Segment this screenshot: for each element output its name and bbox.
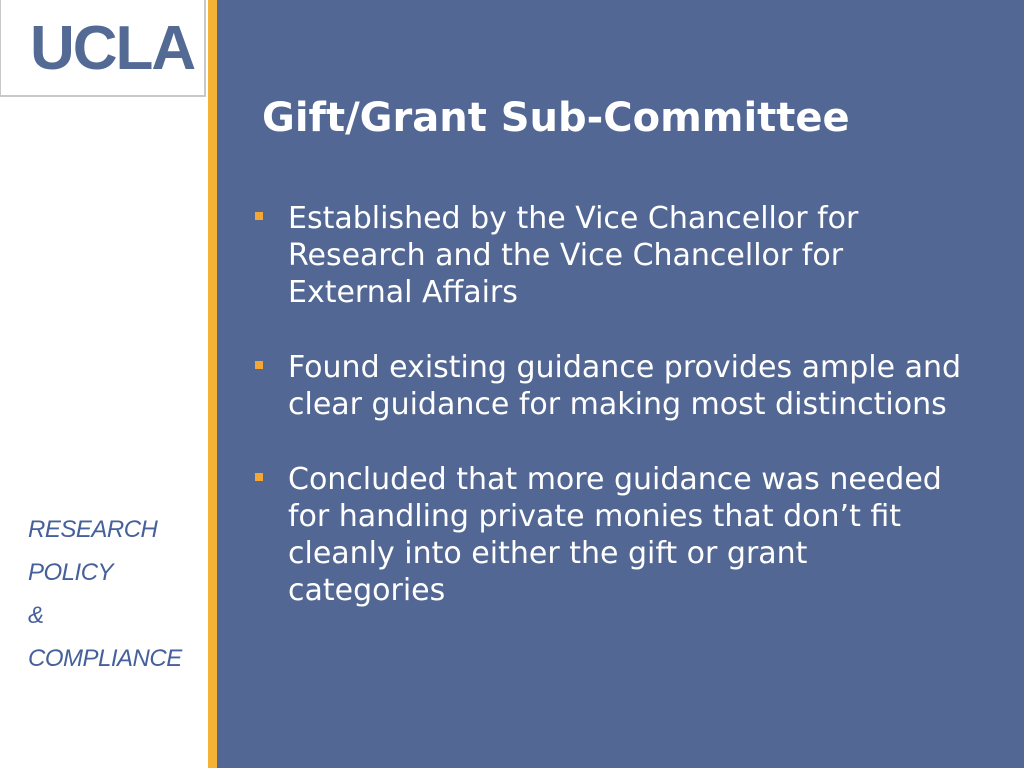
sidebar — [0, 0, 208, 768]
square-bullet-icon — [255, 212, 263, 220]
department-label-line: RESEARCH — [28, 516, 158, 543]
bullet-text: Found existing guidance provides ample and clear guidance for making most distinctions — [288, 350, 962, 422]
slide-title: Gift/Grant Sub-Committee — [262, 95, 850, 141]
department-label — [28, 508, 182, 680]
ucla-logo: UCLA — [30, 14, 195, 83]
bullet-list — [250, 200, 970, 647]
department-label-line: & — [28, 602, 44, 629]
accent-bar — [208, 0, 217, 768]
logo-box — [0, 0, 206, 97]
bullet-item — [250, 349, 970, 423]
bullet-item — [250, 461, 970, 609]
bullet-text: Established by the Vice Chancellor for Research and the Vice Chancellor for External Affairs — [288, 201, 859, 310]
bullet-item — [250, 200, 970, 311]
bullet-text: Concluded that more guidance was needed for handling private monies that don’t fit cleanly into either the gift or grant categories — [288, 462, 942, 608]
department-label-line: POLICY — [28, 559, 114, 586]
square-bullet-icon — [255, 361, 263, 369]
square-bullet-icon — [255, 473, 263, 481]
department-label-line: COMPLIANCE — [28, 645, 182, 672]
